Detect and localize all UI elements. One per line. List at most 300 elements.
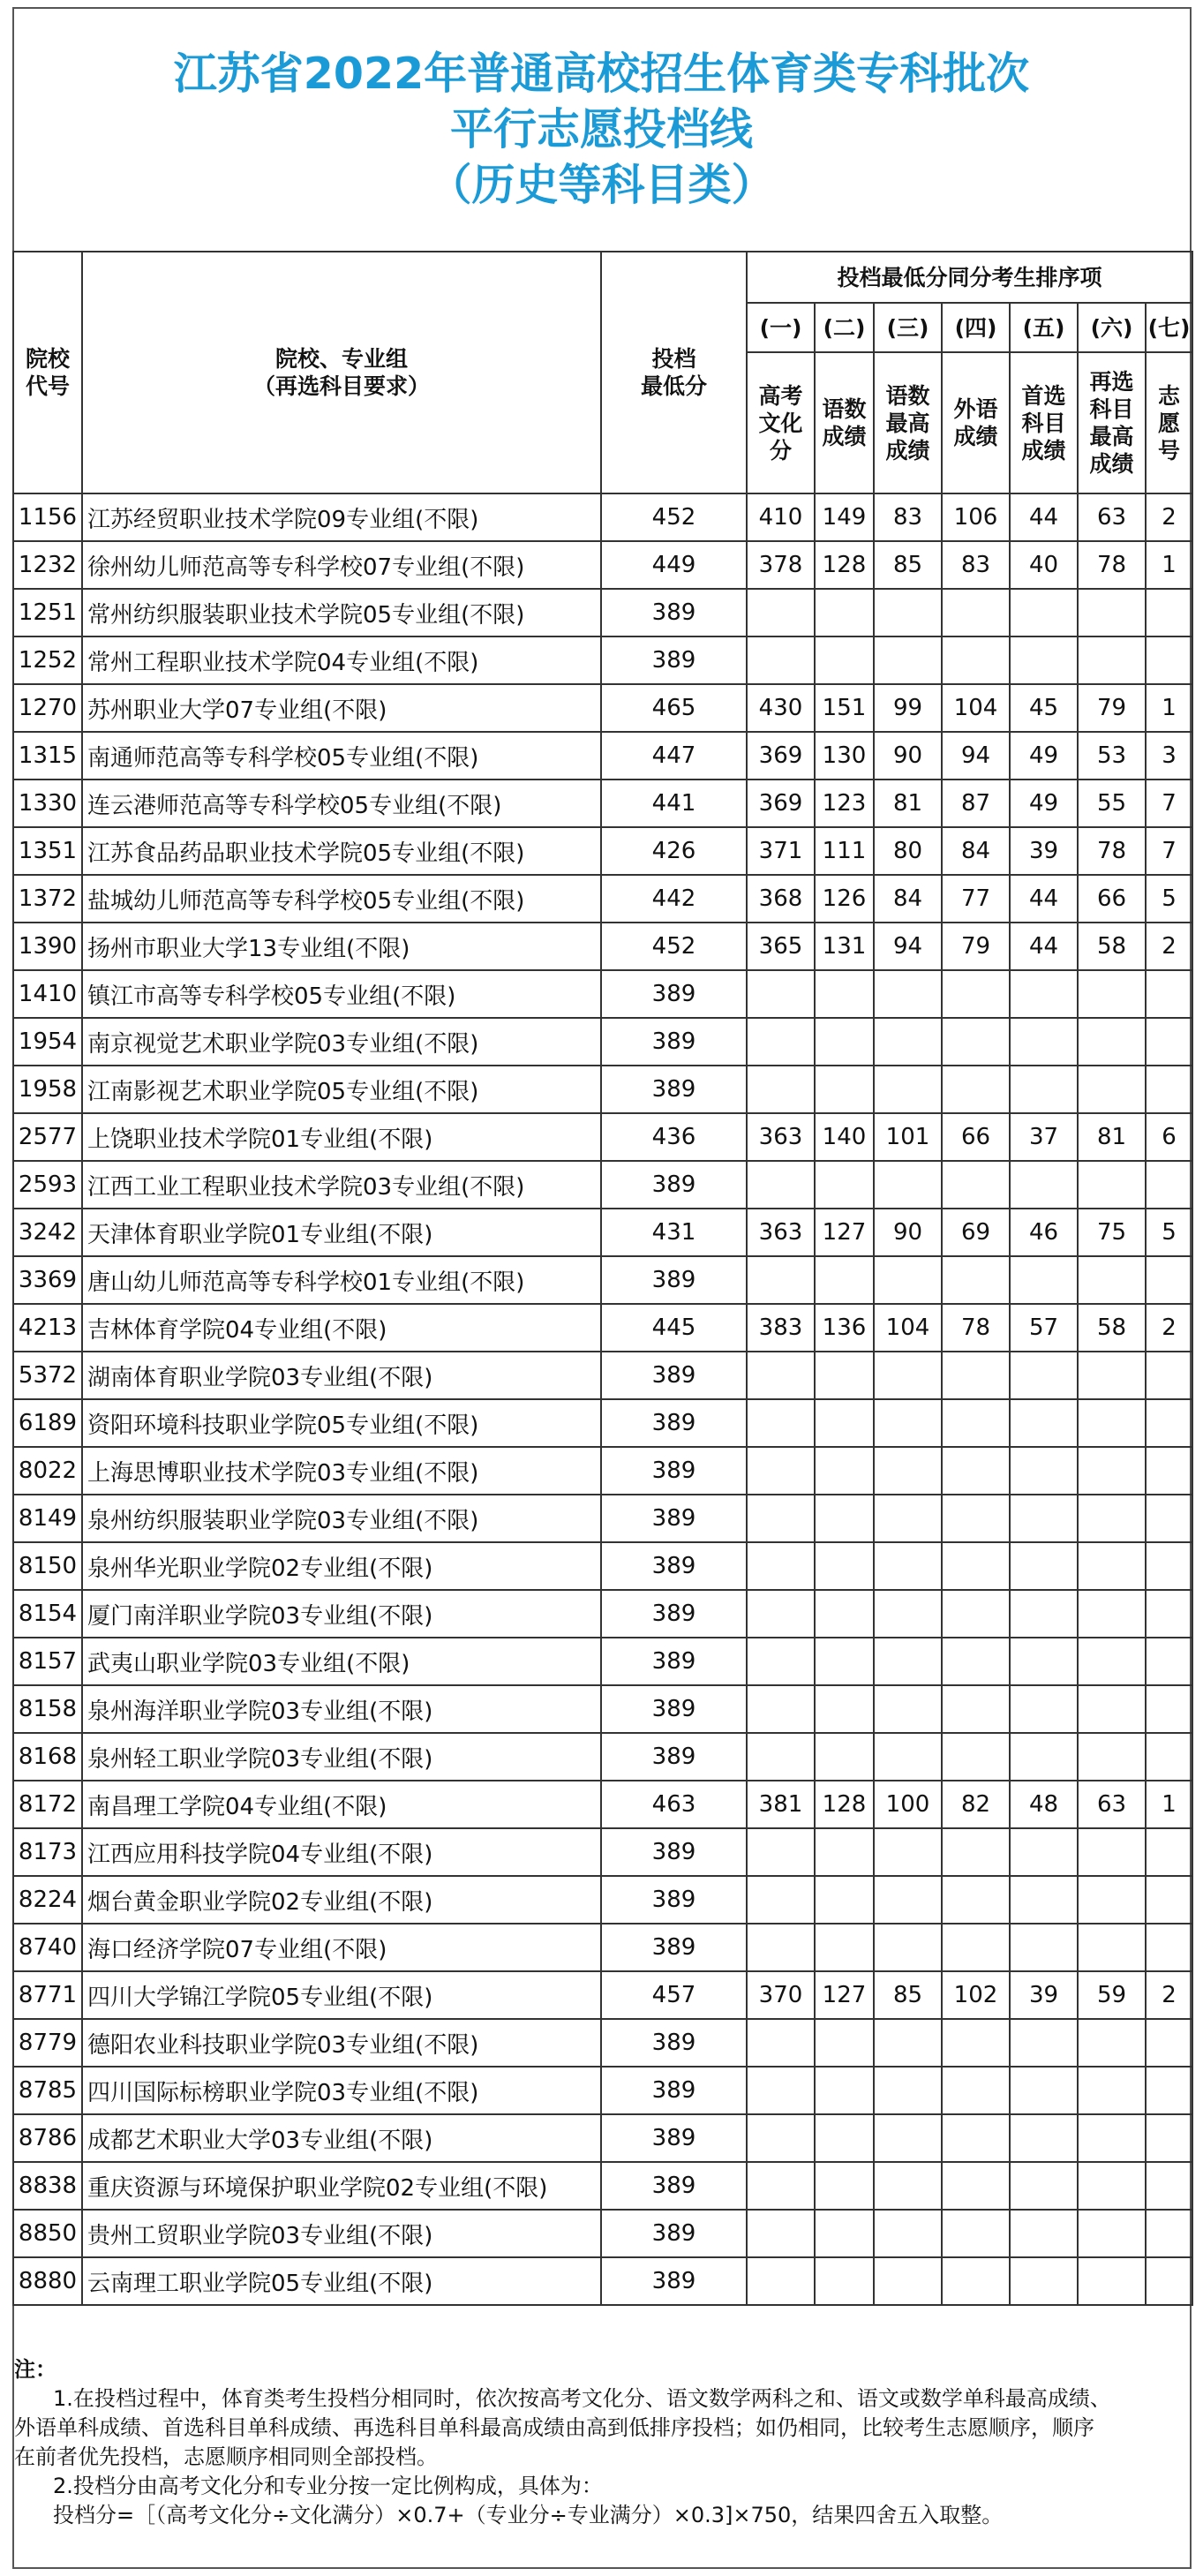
preference-order: 1: [1146, 684, 1192, 732]
second-subject-max: 75: [1078, 1209, 1146, 1256]
chinese-math-score: 127: [815, 1209, 874, 1256]
chinese-math-score: 151: [815, 684, 874, 732]
min-score: 389: [601, 1828, 747, 1876]
foreign-lang-score: 104: [942, 684, 1010, 732]
min-score: 389: [601, 1733, 747, 1781]
preference-order: [1146, 1876, 1192, 1924]
school-code: 4213: [13, 1304, 82, 1352]
culture-score: [747, 1161, 815, 1209]
chinese-math-score: [815, 1256, 874, 1304]
preference-order: [1146, 1399, 1192, 1447]
preference-order: [1146, 1256, 1192, 1304]
foreign-lang-score: [942, 1018, 1010, 1066]
second-subject-max: 55: [1078, 780, 1146, 827]
chinese-math-max: [874, 1447, 942, 1495]
first-subject-score: 44: [1010, 875, 1078, 923]
culture-score: 378: [747, 541, 815, 589]
chinese-math-score: 130: [815, 732, 874, 780]
table-row: [13, 780, 1192, 827]
chinese-math-score: [815, 1018, 874, 1066]
header-sub-6: 再选 科目 最高 成绩: [1078, 352, 1146, 493]
school-group-name: 湖南体育职业学院03专业组(不限): [82, 1352, 601, 1399]
preference-order: 5: [1146, 1209, 1192, 1256]
school-group-name: 江苏经贸职业技术学院09专业组(不限): [82, 493, 601, 541]
school-code: 1410: [13, 970, 82, 1018]
foreign-lang-score: [942, 1828, 1010, 1876]
header-code: 院校 代号: [13, 252, 82, 493]
second-subject-max: [1078, 1924, 1146, 1971]
table-row: [13, 2067, 1192, 2114]
second-subject-max: [1078, 2114, 1146, 2162]
first-subject-score: 57: [1010, 1304, 1078, 1352]
school-group-name: 上海思博职业技术学院03专业组(不限): [82, 1447, 601, 1495]
chinese-math-score: [815, 1399, 874, 1447]
school-group-name: 南京视觉艺术职业学院03专业组(不限): [82, 1018, 601, 1066]
table-row: [13, 1876, 1192, 1924]
chinese-math-score: [815, 1542, 874, 1590]
min-score: 389: [601, 2257, 747, 2305]
min-score: 389: [601, 970, 747, 1018]
school-group-name: 厦门南洋职业学院03专业组(不限): [82, 1590, 601, 1638]
culture-score: [747, 1685, 815, 1733]
preference-order: 3: [1146, 732, 1192, 780]
foreign-lang-score: [942, 1161, 1010, 1209]
culture-score: [747, 2162, 815, 2210]
chinese-math-score: [815, 1924, 874, 1971]
preference-order: 2: [1146, 1304, 1192, 1352]
second-subject-max: [1078, 1256, 1146, 1304]
school-code: 2577: [13, 1113, 82, 1161]
culture-score: [747, 636, 815, 684]
chinese-math-score: 111: [815, 827, 874, 875]
school-group-name: 南昌理工学院04专业组(不限): [82, 1781, 601, 1828]
chinese-math-score: 140: [815, 1113, 874, 1161]
second-subject-max: 58: [1078, 923, 1146, 970]
foreign-lang-score: 94: [942, 732, 1010, 780]
foreign-lang-score: 79: [942, 923, 1010, 970]
school-code: 1390: [13, 923, 82, 970]
preference-order: [1146, 1447, 1192, 1495]
culture-score: [747, 1638, 815, 1685]
table-row: [13, 1590, 1192, 1638]
foreign-lang-score: [942, 1733, 1010, 1781]
header-tiebreak-group: 投档最低分同分考生排序项: [747, 252, 1192, 303]
preference-order: [1146, 1638, 1192, 1685]
chinese-math-max: [874, 1256, 942, 1304]
chinese-math-score: [815, 589, 874, 636]
chinese-math-max: [874, 2114, 942, 2162]
school-code: 1958: [13, 1066, 82, 1113]
min-score: 449: [601, 541, 747, 589]
first-subject-score: [1010, 1018, 1078, 1066]
school-group-name: 泉州华光职业学院02专业组(不限): [82, 1542, 601, 1590]
table-row: [13, 684, 1192, 732]
chinese-math-max: [874, 2257, 942, 2305]
first-subject-score: 44: [1010, 923, 1078, 970]
school-code: 8771: [13, 1971, 82, 2019]
foreign-lang-score: 66: [942, 1113, 1010, 1161]
second-subject-max: [1078, 1828, 1146, 1876]
preference-order: 1: [1146, 1781, 1192, 1828]
foreign-lang-score: 82: [942, 1781, 1010, 1828]
chinese-math-max: [874, 1352, 942, 1399]
table-row: [13, 1781, 1192, 1828]
min-score: 442: [601, 875, 747, 923]
foreign-lang-score: [942, 1495, 1010, 1542]
preference-order: [1146, 1542, 1192, 1590]
chinese-math-max: 83: [874, 493, 942, 541]
school-code: 2593: [13, 1161, 82, 1209]
min-score: 389: [601, 1638, 747, 1685]
school-group-name: 常州工程职业技术学院04专业组(不限): [82, 636, 601, 684]
preference-order: [1146, 1828, 1192, 1876]
second-subject-max: [1078, 970, 1146, 1018]
school-group-name: 德阳农业科技职业学院03专业组(不限): [82, 2019, 601, 2067]
chinese-math-max: [874, 1733, 942, 1781]
second-subject-max: 78: [1078, 827, 1146, 875]
min-score: 389: [601, 1590, 747, 1638]
chinese-math-max: 90: [874, 732, 942, 780]
culture-score: [747, 1733, 815, 1781]
table-row: [13, 2114, 1192, 2162]
school-group-name: 苏州职业大学07专业组(不限): [82, 684, 601, 732]
title-line-2: 平行志愿投档线: [449, 104, 753, 154]
culture-score: [747, 2210, 815, 2257]
chinese-math-max: 94: [874, 923, 942, 970]
culture-score: [747, 1447, 815, 1495]
culture-score: 383: [747, 1304, 815, 1352]
min-score: 389: [601, 1066, 747, 1113]
culture-score: [747, 1399, 815, 1447]
school-group-name: 资阳环境科技职业学院05专业组(不限): [82, 1399, 601, 1447]
chinese-math-max: [874, 1066, 942, 1113]
table-row: [13, 1733, 1192, 1781]
second-subject-max: [1078, 1161, 1146, 1209]
second-subject-max: [1078, 2257, 1146, 2305]
foreign-lang-score: [942, 1542, 1010, 1590]
second-subject-max: 66: [1078, 875, 1146, 923]
chinese-math-score: [815, 1733, 874, 1781]
school-code: 8149: [13, 1495, 82, 1542]
school-code: 3242: [13, 1209, 82, 1256]
min-score: 457: [601, 1971, 747, 2019]
note-2-line-2: 投档分=［（高考文化分÷文化满分）×0.7+（专业分÷专业满分）×0.3]×750，结果四舍五入取整。: [53, 2503, 1004, 2527]
school-code: 8158: [13, 1685, 82, 1733]
school-code: 8154: [13, 1590, 82, 1638]
chinese-math-max: [874, 636, 942, 684]
culture-score: [747, 589, 815, 636]
first-subject-score: 40: [1010, 541, 1078, 589]
preference-order: [1146, 2067, 1192, 2114]
second-subject-max: [1078, 1542, 1146, 1590]
preference-order: 2: [1146, 1971, 1192, 2019]
table-row: [13, 1209, 1192, 1256]
school-code: 1156: [13, 493, 82, 541]
notes-label: 注：: [14, 2357, 56, 2382]
chinese-math-max: 100: [874, 1781, 942, 1828]
school-group-name: 江苏食品药品职业技术学院05专业组(不限): [82, 827, 601, 875]
preference-order: [1146, 1685, 1192, 1733]
second-subject-max: 59: [1078, 1971, 1146, 2019]
preference-order: [1146, 2019, 1192, 2067]
preference-order: [1146, 1590, 1192, 1638]
school-group-name: 江西应用科技学院04专业组(不限): [82, 1828, 601, 1876]
chinese-math-max: [874, 1638, 942, 1685]
school-code: 1372: [13, 875, 82, 923]
first-subject-score: [1010, 589, 1078, 636]
foreign-lang-score: [942, 1447, 1010, 1495]
culture-score: 370: [747, 1971, 815, 2019]
table-row: [13, 1828, 1192, 1876]
table-row: [13, 1542, 1192, 1590]
school-code: 5372: [13, 1352, 82, 1399]
culture-score: 363: [747, 1209, 815, 1256]
school-group-name: 海口经济学院07专业组(不限): [82, 1924, 601, 1971]
first-subject-score: 44: [1010, 493, 1078, 541]
foreign-lang-score: 84: [942, 827, 1010, 875]
header-name: 院校、专业组 （再选科目要求）: [82, 252, 601, 493]
school-code: 1351: [13, 827, 82, 875]
header-min-score: 投档 最低分: [601, 252, 747, 493]
second-subject-max: [1078, 1685, 1146, 1733]
culture-score: [747, 1590, 815, 1638]
school-group-name: 唐山幼儿师范高等专科学校01专业组(不限): [82, 1256, 601, 1304]
school-group-name: 烟台黄金职业学院02专业组(不限): [82, 1876, 601, 1924]
header-sub-2: 语数 成绩: [815, 352, 874, 493]
table-row: [13, 1399, 1192, 1447]
min-score: 389: [601, 1542, 747, 1590]
foreign-lang-score: [942, 2067, 1010, 2114]
preference-order: [1146, 636, 1192, 684]
chinese-math-score: [815, 2257, 874, 2305]
second-subject-max: [1078, 1352, 1146, 1399]
preference-order: [1146, 1495, 1192, 1542]
school-code: 8880: [13, 2257, 82, 2305]
chinese-math-max: [874, 1018, 942, 1066]
chinese-math-score: [815, 1352, 874, 1399]
school-code: 8172: [13, 1781, 82, 1828]
school-code: 8150: [13, 1542, 82, 1590]
table-row: [13, 1161, 1192, 1209]
first-subject-score: [1010, 1399, 1078, 1447]
chinese-math-max: [874, 1924, 942, 1971]
culture-score: 410: [747, 493, 815, 541]
second-subject-max: [1078, 1018, 1146, 1066]
min-score: 431: [601, 1209, 747, 1256]
chinese-math-max: 99: [874, 684, 942, 732]
chinese-math-score: [815, 2019, 874, 2067]
chinese-math-score: 149: [815, 493, 874, 541]
first-subject-score: 37: [1010, 1113, 1078, 1161]
culture-score: [747, 1352, 815, 1399]
min-score: 389: [601, 2210, 747, 2257]
min-score: 447: [601, 732, 747, 780]
admission-score-table: [12, 251, 1193, 2306]
chinese-math-max: [874, 970, 942, 1018]
chinese-math-max: 104: [874, 1304, 942, 1352]
first-subject-score: [1010, 1828, 1078, 1876]
min-score: 389: [601, 1018, 747, 1066]
chinese-math-score: [815, 1495, 874, 1542]
table-row: [13, 2257, 1192, 2305]
first-subject-score: [1010, 1447, 1078, 1495]
first-subject-score: [1010, 1542, 1078, 1590]
school-code: 8168: [13, 1733, 82, 1781]
min-score: 441: [601, 780, 747, 827]
table-row: [13, 2162, 1192, 2210]
school-group-name: 连云港师范高等专科学校05专业组(不限): [82, 780, 601, 827]
chinese-math-score: [815, 2067, 874, 2114]
culture-score: [747, 970, 815, 1018]
chinese-math-score: [815, 1685, 874, 1733]
culture-score: [747, 2019, 815, 2067]
chinese-math-max: [874, 2162, 942, 2210]
second-subject-max: 63: [1078, 1781, 1146, 1828]
first-subject-score: 39: [1010, 1971, 1078, 2019]
culture-score: [747, 1542, 815, 1590]
table-row: [13, 923, 1192, 970]
chinese-math-score: 127: [815, 1971, 874, 2019]
first-subject-score: [1010, 2114, 1078, 2162]
culture-score: [747, 1066, 815, 1113]
preference-order: 7: [1146, 780, 1192, 827]
page-title: [0, 46, 1203, 213]
preference-order: [1146, 1161, 1192, 1209]
chinese-math-max: [874, 1161, 942, 1209]
min-score: 389: [601, 1161, 747, 1209]
preference-order: 2: [1146, 923, 1192, 970]
chinese-math-score: 128: [815, 1781, 874, 1828]
foreign-lang-score: [942, 2019, 1010, 2067]
foreign-lang-score: [942, 2257, 1010, 2305]
culture-score: 369: [747, 732, 815, 780]
culture-score: 369: [747, 780, 815, 827]
min-score: 389: [601, 1352, 747, 1399]
second-subject-max: [1078, 1399, 1146, 1447]
table-row: [13, 1352, 1192, 1399]
second-subject-max: [1078, 1495, 1146, 1542]
first-subject-score: [1010, 1256, 1078, 1304]
school-group-name: 扬州市职业大学13专业组(不限): [82, 923, 601, 970]
preference-order: [1146, 1733, 1192, 1781]
second-subject-max: [1078, 2162, 1146, 2210]
chinese-math-max: [874, 1590, 942, 1638]
first-subject-score: [1010, 1495, 1078, 1542]
min-score: 389: [601, 589, 747, 636]
first-subject-score: [1010, 1924, 1078, 1971]
table-row: [13, 875, 1192, 923]
second-subject-max: [1078, 1638, 1146, 1685]
table-row: [13, 1495, 1192, 1542]
chinese-math-max: 80: [874, 827, 942, 875]
second-subject-max: [1078, 1876, 1146, 1924]
chinese-math-score: [815, 1828, 874, 1876]
foreign-lang-score: [942, 1066, 1010, 1113]
preference-order: 1: [1146, 541, 1192, 589]
school-group-name: 泉州海洋职业学院03专业组(不限): [82, 1685, 601, 1733]
header-num-4: (四): [942, 303, 1010, 352]
table-row: [13, 1304, 1192, 1352]
foreign-lang-score: [942, 636, 1010, 684]
preference-order: 2: [1146, 493, 1192, 541]
first-subject-score: [1010, 1685, 1078, 1733]
chinese-math-score: [815, 2114, 874, 2162]
school-code: 1954: [13, 1018, 82, 1066]
chinese-math-score: [815, 1066, 874, 1113]
chinese-math-max: 85: [874, 541, 942, 589]
school-code: 1270: [13, 684, 82, 732]
school-code: 8838: [13, 2162, 82, 2210]
school-code: 1252: [13, 636, 82, 684]
school-code: 8224: [13, 1876, 82, 1924]
first-subject-score: [1010, 2067, 1078, 2114]
school-code: 8740: [13, 1924, 82, 1971]
preference-order: [1146, 2257, 1192, 2305]
min-score: 389: [601, 1924, 747, 1971]
preference-order: [1146, 2162, 1192, 2210]
foreign-lang-score: [942, 2210, 1010, 2257]
culture-score: [747, 2114, 815, 2162]
title-line-1: 江苏省2022年普通高校招生体育类专科批次: [173, 49, 1030, 99]
min-score: 389: [601, 1256, 747, 1304]
first-subject-score: 46: [1010, 1209, 1078, 1256]
foreign-lang-score: [942, 970, 1010, 1018]
foreign-lang-score: [942, 1685, 1010, 1733]
foreign-lang-score: 78: [942, 1304, 1010, 1352]
preference-order: 7: [1146, 827, 1192, 875]
chinese-math-max: [874, 1495, 942, 1542]
chinese-math-score: [815, 2162, 874, 2210]
foreign-lang-score: [942, 1256, 1010, 1304]
table-row: [13, 541, 1192, 589]
first-subject-score: [1010, 636, 1078, 684]
chinese-math-max: 101: [874, 1113, 942, 1161]
school-group-name: 泉州轻工职业学院03专业组(不限): [82, 1733, 601, 1781]
table-row: [13, 827, 1192, 875]
table-row: [13, 2019, 1192, 2067]
school-code: 8785: [13, 2067, 82, 2114]
school-code: 8850: [13, 2210, 82, 2257]
culture-score: [747, 1495, 815, 1542]
min-score: 436: [601, 1113, 747, 1161]
first-subject-score: [1010, 2257, 1078, 2305]
first-subject-score: [1010, 1066, 1078, 1113]
table-row: [13, 1113, 1192, 1161]
header-sub-4: 外语 成绩: [942, 352, 1010, 493]
first-subject-score: [1010, 1876, 1078, 1924]
school-code: 1232: [13, 541, 82, 589]
second-subject-max: [1078, 2210, 1146, 2257]
first-subject-score: 49: [1010, 780, 1078, 827]
note-1-line-2: 外语单科成绩、首选科目单科成绩、再选科目单科最高成绩由高到低排序投档；如仍相同，比较考生志愿顺序，顺序: [14, 2415, 1094, 2440]
min-score: 389: [601, 1876, 747, 1924]
school-code: 6189: [13, 1399, 82, 1447]
min-score: 452: [601, 493, 747, 541]
school-code: 1251: [13, 589, 82, 636]
min-score: 389: [601, 2067, 747, 2114]
second-subject-max: [1078, 1066, 1146, 1113]
table-row: [13, 636, 1192, 684]
culture-score: 371: [747, 827, 815, 875]
chinese-math-score: 131: [815, 923, 874, 970]
preference-order: [1146, 1352, 1192, 1399]
title-line-3: （历史等科目类）: [428, 160, 775, 210]
school-code: 8779: [13, 2019, 82, 2067]
second-subject-max: 53: [1078, 732, 1146, 780]
second-subject-max: 81: [1078, 1113, 1146, 1161]
table-row: [13, 970, 1192, 1018]
chinese-math-max: [874, 1828, 942, 1876]
